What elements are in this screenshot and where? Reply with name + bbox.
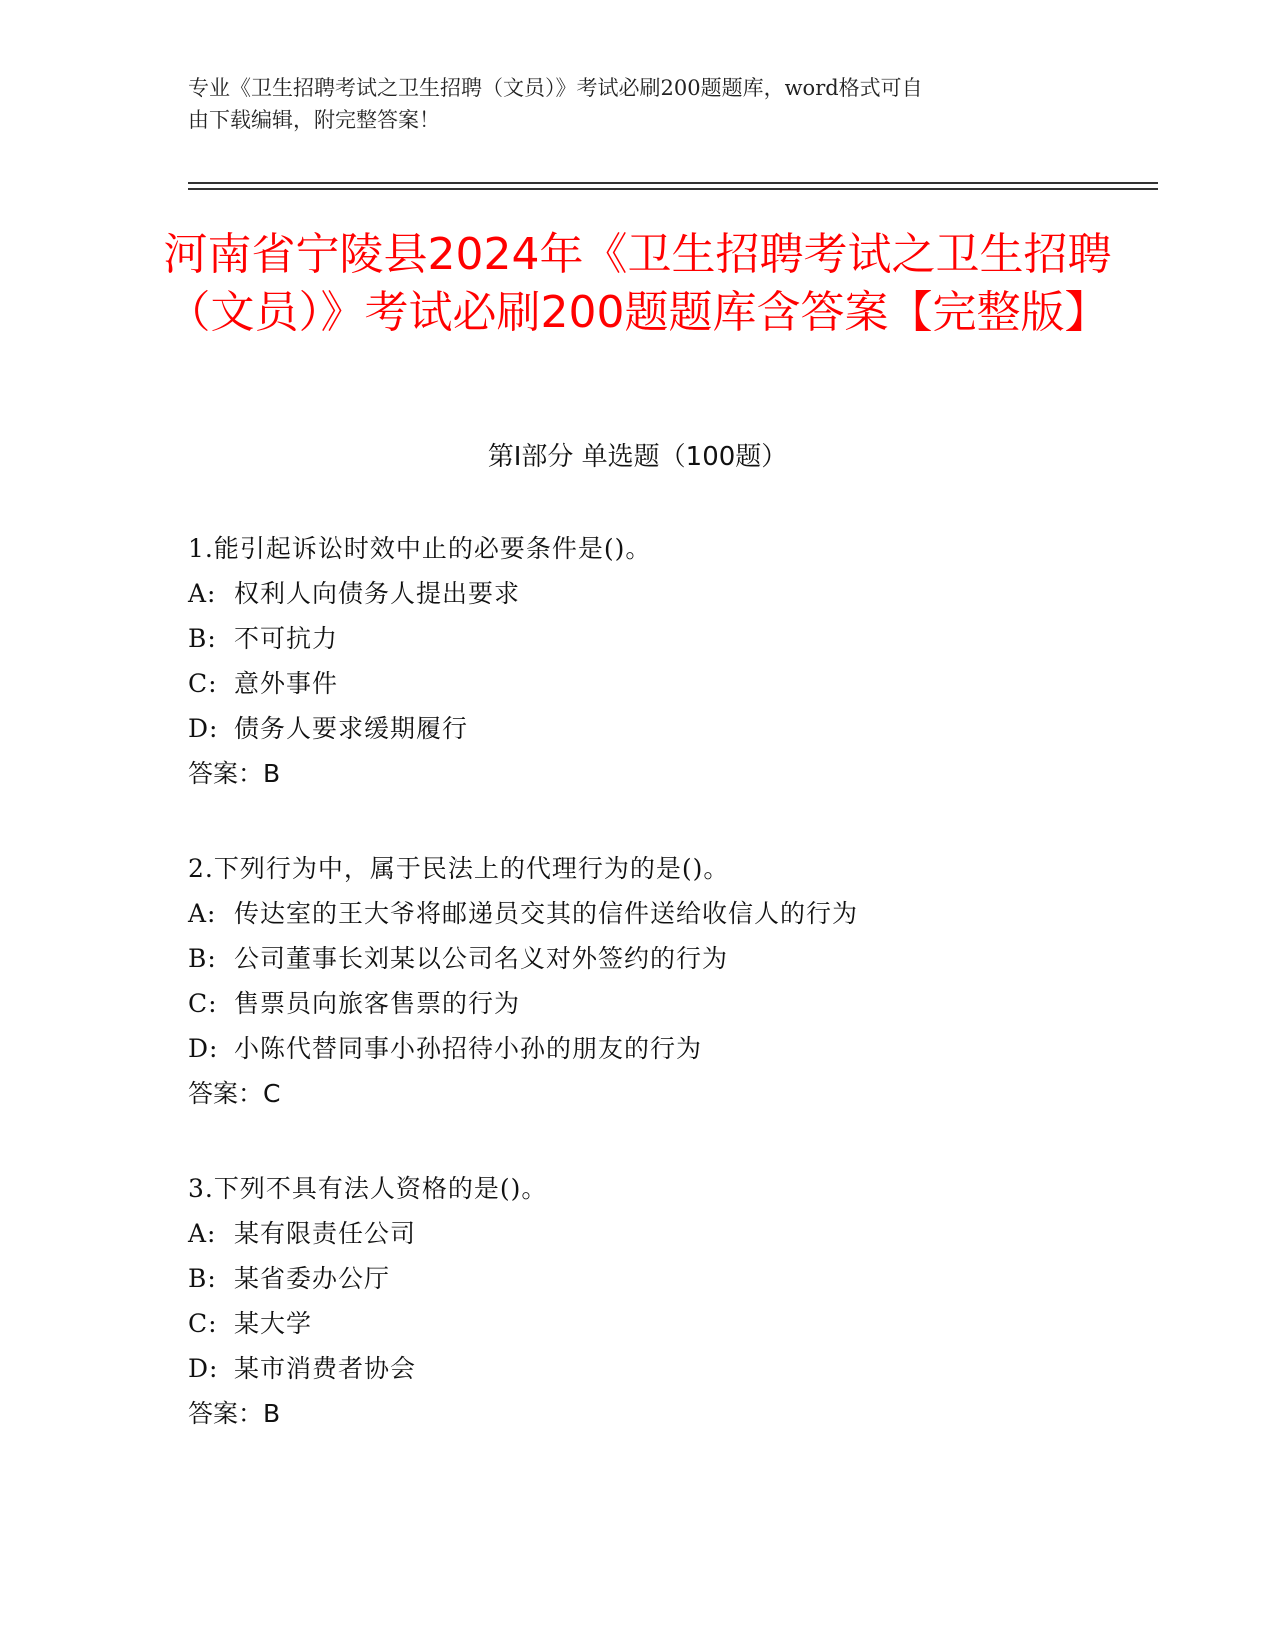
section-heading: 第Ⅰ部分 单选题（100题） (487, 442, 788, 472)
option-letter: B: (188, 624, 217, 653)
option-text: 售票员向旅客售票的行为 (234, 989, 521, 1018)
option-b (188, 616, 1148, 661)
question-2 (188, 846, 1148, 1116)
question-stem: 2.下列行为中，属于民法上的代理行为的是()。 (188, 854, 730, 883)
option-a (188, 571, 1148, 616)
header-note (188, 72, 1088, 136)
option-letter: D: (188, 714, 219, 743)
option-text: 某大学 (234, 1309, 313, 1338)
option-text: 某市消费者协会 (234, 1354, 417, 1383)
option-b (188, 936, 1148, 981)
option-a (188, 891, 1148, 936)
question-stem: 1.能引起诉讼时效中止的必要条件是()。 (188, 534, 652, 563)
option-c (188, 661, 1148, 706)
option-text: 公司董事长刘某以公司名义对外签约的行为 (234, 944, 729, 973)
option-b (188, 1256, 1148, 1301)
header-note-line-1: 专业《卫生招聘考试之卫生招聘（文员）》考试必刷200题题库，word格式可自 (188, 76, 923, 100)
option-text: 某省委办公厅 (234, 1264, 391, 1293)
option-text: 传达室的王大爷将邮递员交其的信件送给收信人的行为 (234, 899, 859, 928)
answer-line: 答案：B (188, 1399, 281, 1428)
option-text: 不可抗力 (234, 624, 339, 653)
option-c (188, 1301, 1148, 1346)
question-3 (188, 1166, 1148, 1436)
option-letter: C: (188, 1309, 218, 1338)
option-d (188, 1346, 1148, 1391)
header-divider-bottom (188, 188, 1158, 190)
document-title: 河南省宁陵县2024年《卫生招聘考试之卫生招聘（文员）》考试必刷200题题库含答案【完整版】 (163, 229, 1112, 338)
option-a (188, 1211, 1148, 1256)
option-letter: C: (188, 989, 218, 1018)
option-text: 债务人要求缓期履行 (234, 714, 469, 743)
header-divider-top (188, 182, 1158, 184)
option-c (188, 981, 1148, 1026)
option-letter: D: (188, 1354, 219, 1383)
header-note-line-2: 由下载编辑，附完整答案！ (188, 108, 440, 132)
answer-line: 答案：B (188, 759, 281, 788)
option-text: 小陈代替同事小孙招待小孙的朋友的行为 (234, 1034, 703, 1063)
option-d (188, 706, 1148, 751)
option-letter: A: (188, 1219, 217, 1248)
option-text: 权利人向债务人提出要求 (234, 579, 521, 608)
option-letter: A: (188, 899, 217, 928)
question-1 (188, 526, 1148, 796)
option-d (188, 1026, 1148, 1071)
option-letter: C: (188, 669, 218, 698)
question-stem: 3.下列不具有法人资格的是()。 (188, 1174, 548, 1203)
option-letter: B: (188, 944, 217, 973)
option-text: 某有限责任公司 (234, 1219, 417, 1248)
option-letter: B: (188, 1264, 217, 1293)
option-letter: D: (188, 1034, 219, 1063)
answer-line: 答案：C (188, 1079, 281, 1108)
option-text: 意外事件 (234, 669, 339, 698)
option-letter: A: (188, 579, 217, 608)
